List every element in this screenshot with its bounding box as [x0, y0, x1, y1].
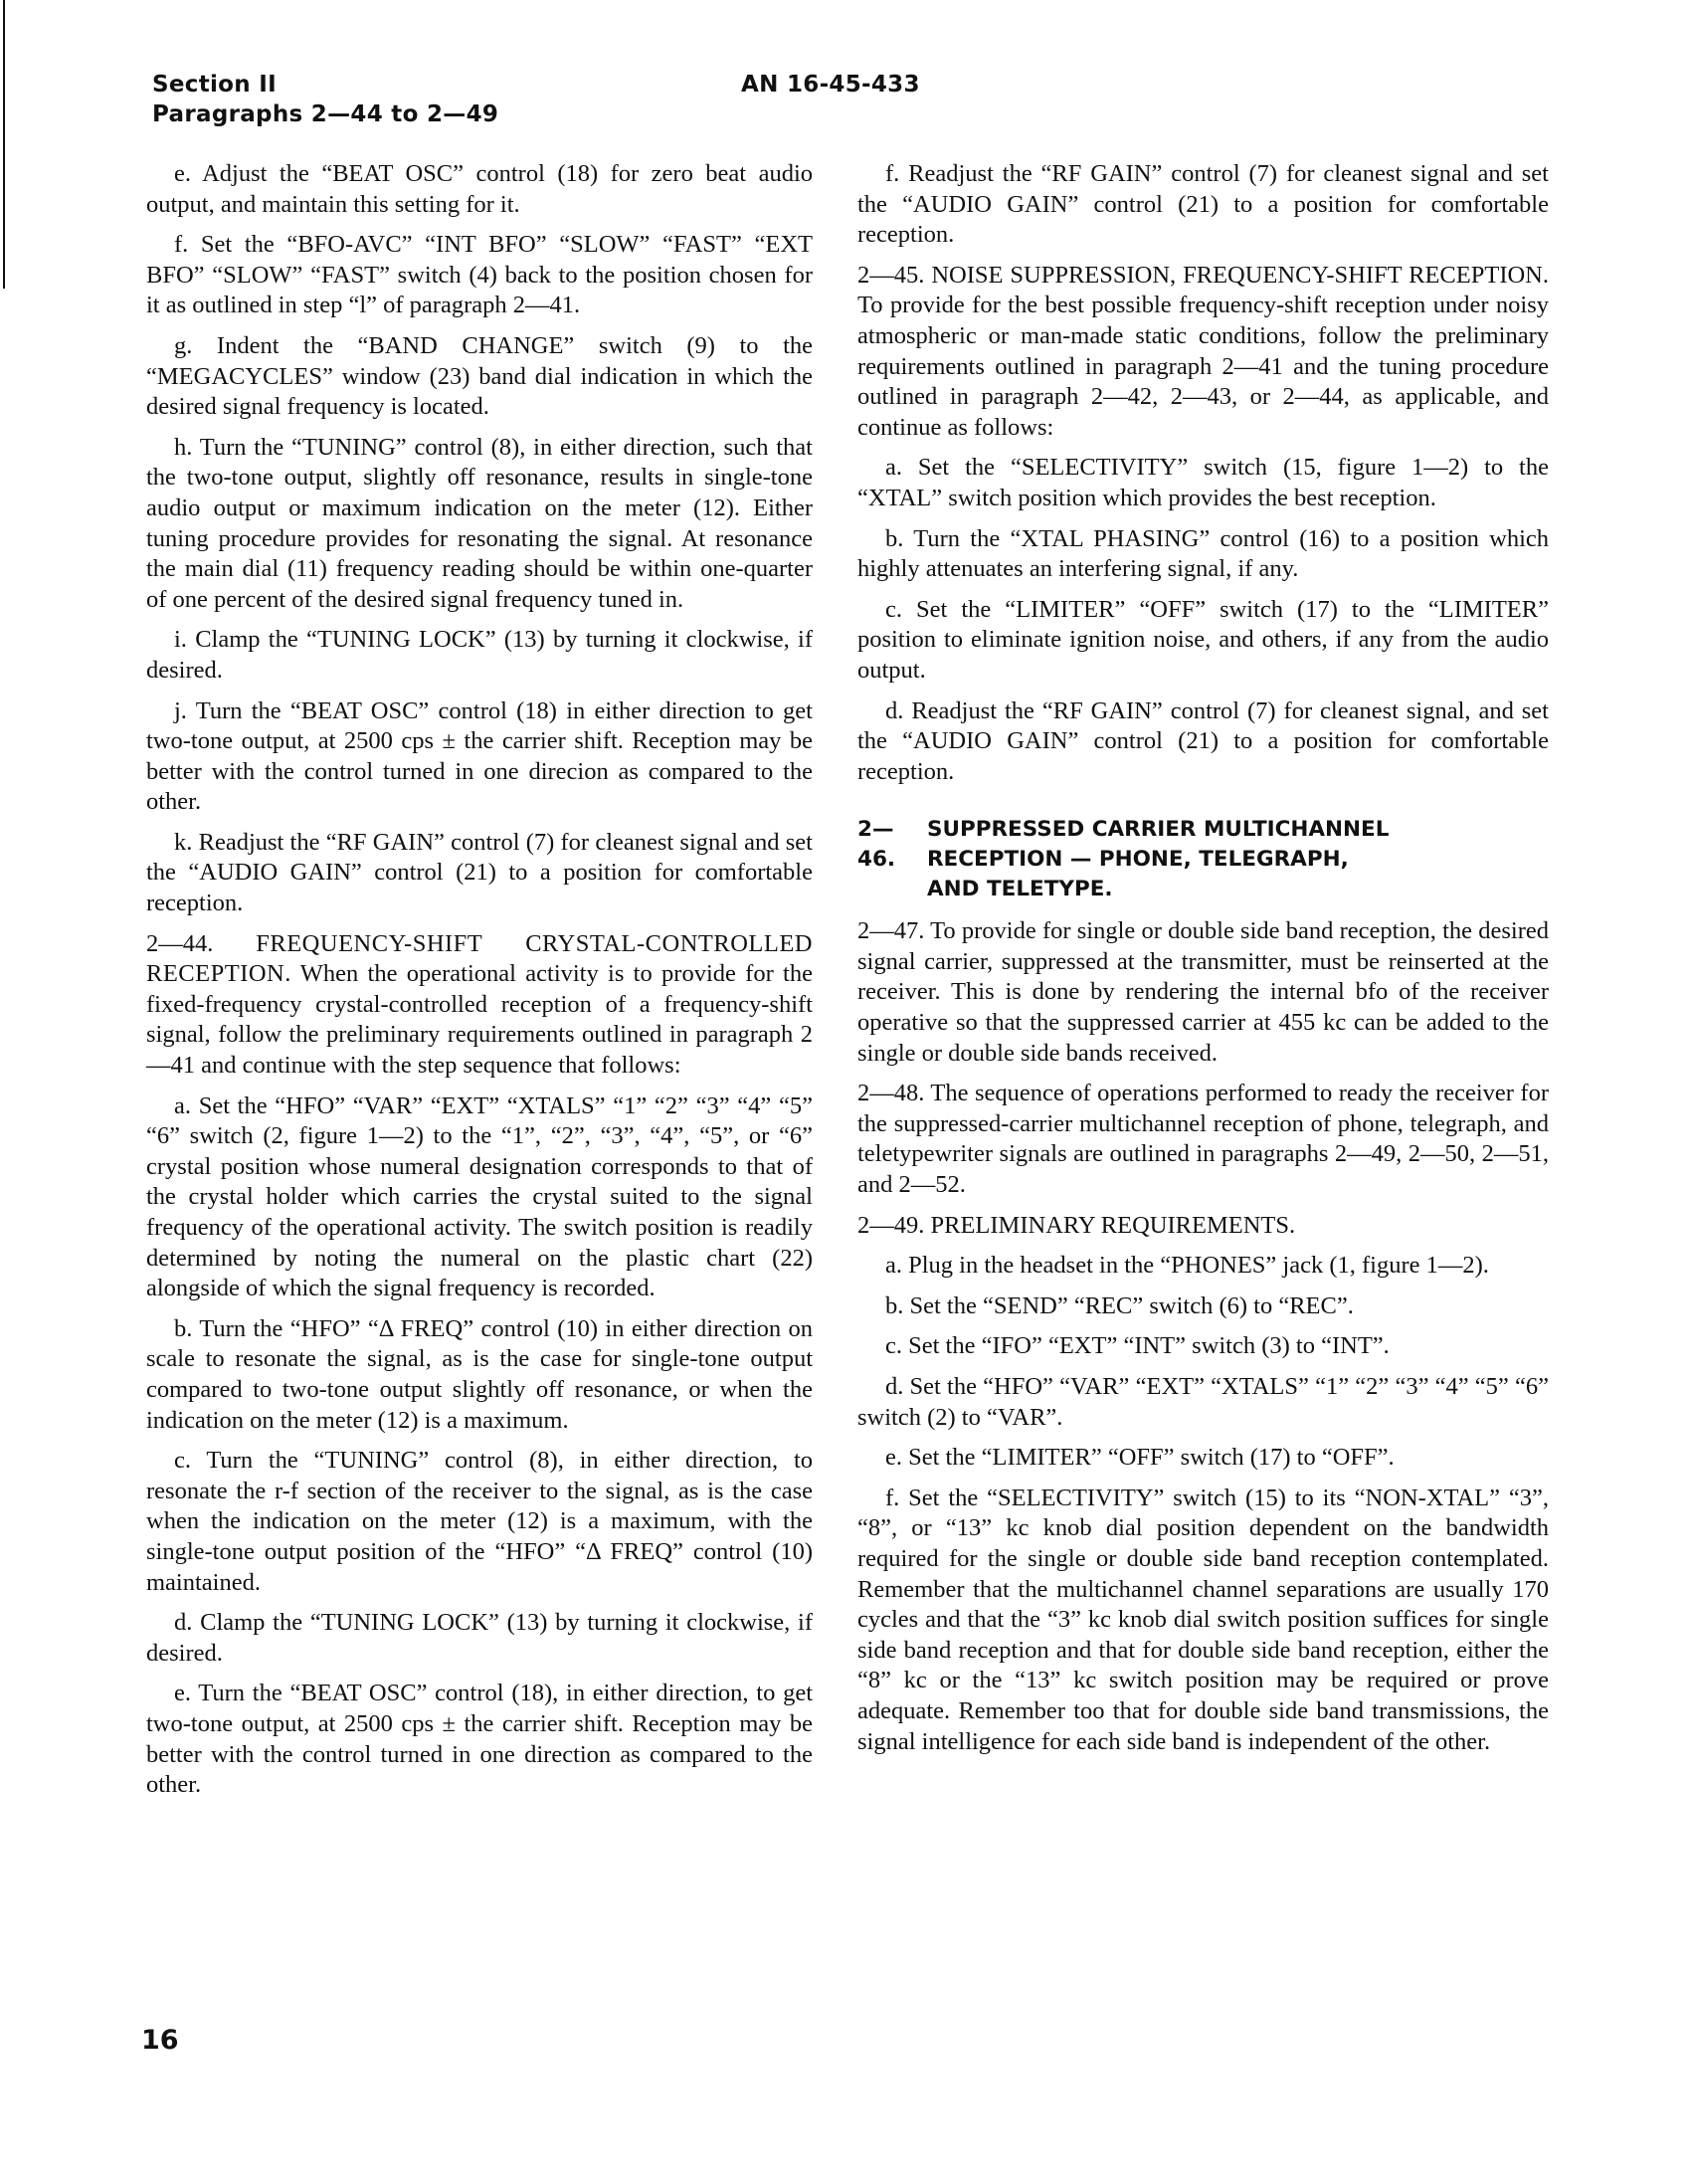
paragraph-2-47: 2—47. To provide for single or double side band reception, the desired signal carrier, suppressed at the transmitter, must be reinserted at the receiver. This is done by rendering the internal bfo of the receiver operative so that the suppressed carrier at 455 kc can be added to the single or double side bands received. [857, 917, 1549, 1067]
step-e: e. Adjust the “BEAT OSC” control (18) for zero beat audio output, and maintain this setting for it. [146, 160, 813, 218]
paragraph-number: 2—45. [857, 261, 925, 289]
step-j: j. Turn the “BEAT OSC” control (18) in either direction to get two-tone output, at 2500 cps ± the carrier shift. Reception may be better with the control turned in one direcion as compared to the other. [146, 696, 813, 816]
section-title-line: SUPPRESSED CARRIER MULTICHANNEL [927, 817, 1390, 843]
step-c: c. Set the “LIMITER” “OFF” switch (17) to the “LIMITER” position to eliminate ignition noise, and others, if any from the audio output. [857, 595, 1549, 684]
step-d: d. Set the “HFO” “VAR” “EXT” “XTALS” “1” “2” “3” “4” “5” “6” switch (2) to “VAR”. [857, 1373, 1549, 1431]
step-e: e. Set the “LIMITER” “OFF” switch (17) to “OFF”. [885, 1444, 1395, 1472]
scan-edge-line [3, 0, 5, 289]
step-g: g. Indent the “BAND CHANGE” switch (9) to the “MEGACYCLES” window (23) band dial indication in which the desired signal frequency is located. [146, 331, 813, 421]
left-column [146, 159, 813, 1811]
section-number: 2—46. [857, 817, 896, 873]
paragraph-title: NOISE SUPPRESSION, FREQUENCY-SHIFT RECEPTION. [931, 261, 1549, 289]
step-e: e. Turn the “BEAT OSC” control (18), in either direction, to get two-tone output, at 2500 cps ± the carrier shift. Reception may be better with the control turned in one direction as compared to the other. [146, 1680, 813, 1799]
section-heading-2-46 [857, 815, 1549, 904]
paragraph-body: When the operational activity is to provide for the fixed-frequency crystal-controlled reception of a frequency-shift signal, follow the preliminary requirements outlined in paragraph 2—41 and continue with the step sequence that follows: [146, 960, 813, 1080]
step-f: f. Set the “SELECTIVITY” switch (15) to its “NON-XTAL” “3”, “8”, or “13” kc knob dial position dependent on the bandwidth required for the single or double side band reception contemplated. Remember that the multichannel channel separations are usually 170 cycles and that the “3” kc knob dial switch position suffices for single side band reception and that for double side band reception, either the “8” kc or the “13” kc switch position may be required or prove adequate. Remember too that for double side band transmissions, the signal intelligence for each side band is independent of the other. [857, 1484, 1549, 1755]
step-i: i. Clamp the “TUNING LOCK” (13) by turning it clockwise, if desired. [146, 626, 813, 684]
page-number: 16 [141, 2025, 179, 2056]
step-f: f. Set the “BFO-AVC” “INT BFO” “SLOW” “FAST” “EXT BFO” “SLOW” “FAST” switch (4) back to the position chosen for it as outlined in step “l” of paragraph 2—41. [146, 231, 813, 319]
right-column [857, 159, 1549, 1767]
paragraph-2-48: 2—48. The sequence of operations performed to ready the receiver for the suppressed-carrier multichannel reception of phone, telegraph, and teletypewriter signals are outlined in paragraphs 2—49, 2—50, 2—51, and 2—52. [857, 1080, 1549, 1199]
step-f: f. Readjust the “RF GAIN” control (7) for cleanest signal and set the “AUDIO GAIN” control (21) to a position for comfortable reception. [857, 160, 1549, 249]
section-title [927, 815, 1549, 904]
step-b: b. Set the “SEND” “REC” switch (6) to “REC”. [885, 1291, 1354, 1319]
step-a: a. Plug in the headset in the “PHONES” jack (1, figure 1—2). [885, 1252, 1489, 1280]
step-b: b. Turn the “XTAL PHASING” control (16) to a position which highly attenuates an interfering signal, if any. [857, 524, 1549, 583]
section-title-line: AND TELETYPE. [927, 877, 1113, 902]
step-a: a. Set the “HFO” “VAR” “EXT” “XTALS” “1” “2” “3” “4” “5” “6” switch (2, figure 1—2) to the “1”, “2”, “3”, “4”, “5”, or “6” crystal position whose numeral designation corresponds to that of the crystal holder which carries the crystal suited to the signal frequency of the operational activity. The switch position is readily determined by noting the numeral on the plastic chart (22) alongside of which the signal frequency is recorded. [146, 1092, 813, 1302]
paragraph-2-45 [857, 261, 1549, 444]
step-c: c. Turn the “TUNING” control (8), in either direction, to resonate the r-f section of the receiver to the signal, as is the case when the indication on the meter (12) is a maximum, with the single-tone output position of the “HFO” “Δ FREQ” control (10) maintained. [146, 1447, 813, 1596]
section-title-line: RECEPTION — PHONE, TELEGRAPH, [927, 847, 1349, 873]
paragraph-2-49: 2—49. PRELIMINARY REQUIREMENTS. [857, 1211, 1296, 1239]
document-number: AN 16-45-433 [741, 72, 920, 98]
step-d: d. Readjust the “RF GAIN” control (7) for cleanest signal, and set the “AUDIO GAIN” control (21) to a position for comfortable reception. [857, 696, 1549, 785]
paragraph-number: 2—44. [146, 929, 214, 957]
paragraph-body: To provide for the best possible frequency-shift reception under noisy atmospheric or man-made static conditions, follow the preliminary requirements outlined in paragraph 2—41 and the tuning procedure outlined in paragraph 2—42, 2—43, or 2—44, as applicable, and continue as follows: [857, 292, 1549, 441]
step-c: c. Set the “IFO” “EXT” “INT” switch (3) to “INT”. [885, 1332, 1390, 1360]
paragraph-range: Paragraphs 2—44 to 2—49 [152, 101, 499, 127]
paragraph-title: FREQUENCY-SHIFT CRYSTAL-CONTROLLED RECEPTION. [146, 929, 813, 988]
step-b: b. Turn the “HFO” “Δ FREQ” control (10) in either direction on scale to resonate the signal, as is the case for single-tone output compared to two-tone output slightly off resonance, or when the indication on the meter (12) is a maximum. [146, 1314, 813, 1434]
step-d: d. Clamp the “TUNING LOCK” (13) by turning it clockwise, if desired. [146, 1609, 813, 1667]
step-k: k. Readjust the “RF GAIN” control (7) for cleanest signal and set the “AUDIO GAIN” control (21) to a position for comfortable reception. [146, 828, 813, 917]
running-header-left [152, 70, 498, 129]
section-label: Section II [152, 72, 277, 98]
step-h: h. Turn the “TUNING” control (8), in either direction, such that the two-tone output, slightly off resonance, results in single-tone audio output or maximum indication on the meter (12). Either tuning procedure provides for resonating the signal. At resonance the main dial (11) frequency reading should be within one-quarter of one percent of the desired signal frequency tuned in. [146, 433, 813, 613]
paragraph-2-44 [146, 929, 813, 1082]
step-a: a. Set the “SELECTIVITY” switch (15, figure 1—2) to the “XTAL” switch position which provides the best reception. [857, 454, 1549, 511]
